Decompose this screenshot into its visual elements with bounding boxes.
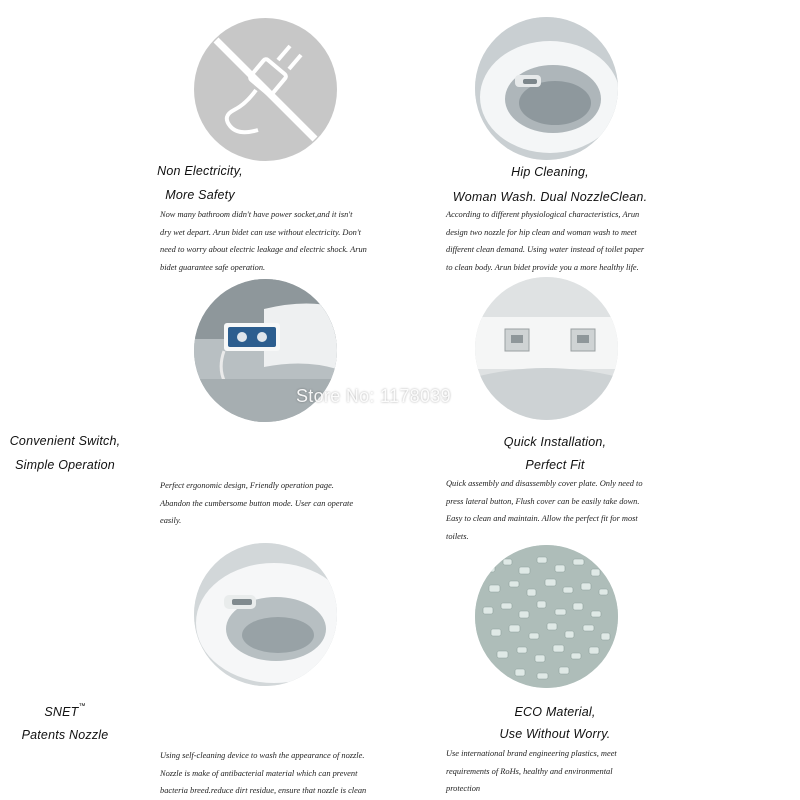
no-plug-icon xyxy=(194,18,337,161)
feature-title-line1: Quick Installation, xyxy=(503,435,607,449)
feature-description: Using self-cleaning device to wash the appearance of nozzle. Nozzle is make of antibacterial material which can prevent bacteria breed.reduce dirt residue, ensure that nozzle is clean xyxy=(160,751,367,795)
feature-title-line2: Perfect Fit xyxy=(525,458,585,472)
feature-hip-cleaning xyxy=(400,0,800,272)
feature-title-line2: Simple Operation xyxy=(15,458,115,472)
feature-title-line2: More Safety xyxy=(165,188,235,202)
plastic-pellets-photo xyxy=(475,545,618,688)
feature-title-line2: Patents Nozzle xyxy=(21,728,109,742)
feature-title-line1: SNET™ xyxy=(44,702,86,719)
feature-patents-nozzle xyxy=(0,533,400,800)
nozzle-photo xyxy=(194,543,337,686)
feature-title-line1: ECO Material, xyxy=(514,705,596,719)
feature-description: Perfect ergonomic design, Friendly operation page. Abandon the cumbersome button mode. User can operate easily. xyxy=(160,481,354,525)
feature-description: Quick assembly and disassembly cover plate. Only need to press lateral button, Flush cover can be easily take down. Easy to clean and maintain. Allow the perfect fit for most toilets. xyxy=(446,479,643,541)
toilet-bowl-photo xyxy=(475,17,618,160)
feature-eco-material xyxy=(400,533,800,800)
feature-description: Now many bathroom didn't have power socket,and it isn't dry wet depart. Arun bidet can use without electricity. Don't need to worry about electric leakage and electric shock. Arun bidet guarantee safe operation. xyxy=(160,210,367,272)
feature-title-line1: Non Electricity, xyxy=(157,164,243,178)
feature-quick-installation xyxy=(400,267,800,541)
store-watermark: Store No: 1178039 xyxy=(296,386,451,406)
feature-non-electricity xyxy=(0,0,400,272)
feature-description: Use international brand engineering plastics, meet requirements of RoHs, healthy and environmental protection xyxy=(446,749,617,793)
feature-title-line2: Use Without Worry. xyxy=(499,727,611,741)
feature-title-line1: Hip Cleaning, xyxy=(511,165,589,179)
feature-description: According to different physiological characteristics, Arun design two nozzle for hip clean and woman wash to meet different clean demand. Using water instead of toilet paper to clean body. Arun bidet provide you a more healthy life. xyxy=(446,210,645,272)
feature-title-line1: Convenient Switch, xyxy=(9,434,121,448)
feature-title-line2: Woman Wash. Dual NozzleClean. xyxy=(452,190,648,204)
cover-plate-photo xyxy=(475,277,618,420)
